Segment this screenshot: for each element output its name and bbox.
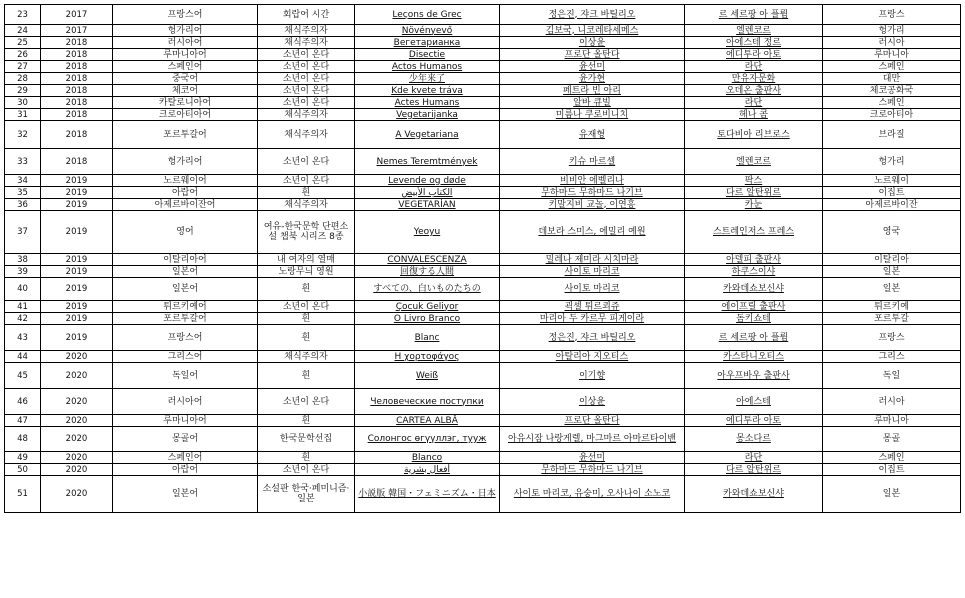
year-cell: 2018 (41, 149, 113, 175)
translator-cell: 키슈 마르셀 (500, 149, 685, 175)
translated-title-cell: Weiß (355, 363, 500, 389)
publisher-cell: 카와데쇼보신샤 (685, 476, 823, 513)
translated-title-cell: Η χορτοφάγος (355, 351, 500, 363)
translator-cell: 아유시잠 나랑게렐, 마그마르 아마르타이밴 (500, 427, 685, 452)
year-cell: 2020 (41, 476, 113, 513)
row-number-cell: 42 (5, 313, 41, 325)
country-cell: 러시아 (823, 389, 961, 415)
country-cell: 브라질 (823, 121, 961, 149)
translated-title-cell: Солонгос өгүүллэг, тууж (355, 427, 500, 452)
publisher-cell: 라단 (685, 452, 823, 464)
row-number-cell: 36 (5, 199, 41, 211)
original-title-cell: 소년이 온다 (258, 464, 355, 476)
translated-title-cell: Levende og døde (355, 175, 500, 187)
row-number-cell: 44 (5, 351, 41, 363)
original-title-cell: 소년이 온다 (258, 301, 355, 313)
language-cell: 헝가리어 (113, 25, 258, 37)
table-row (5, 73, 961, 85)
language-cell: 프랑스어 (113, 5, 258, 25)
publisher-cell: 에이프릴 출판사 (685, 301, 823, 313)
language-cell: 영어 (113, 211, 258, 254)
country-cell: 대만 (823, 73, 961, 85)
country-cell: 이집트 (823, 464, 961, 476)
original-title-cell: 채식주의자 (258, 121, 355, 149)
year-cell: 2018 (41, 49, 113, 61)
publisher-cell: 아에스테 (685, 389, 823, 415)
table-row (5, 199, 961, 211)
translator-cell: 마리아 두 카르무 피게이라 (500, 313, 685, 325)
year-cell: 2019 (41, 325, 113, 351)
table-row (5, 415, 961, 427)
row-number-cell: 48 (5, 427, 41, 452)
row-number-cell: 40 (5, 278, 41, 301)
original-title-cell: 소년이 온다 (258, 149, 355, 175)
publisher-cell: 아델피 출판사 (685, 254, 823, 266)
country-cell: 몽골 (823, 427, 961, 452)
row-number-cell: 31 (5, 109, 41, 121)
year-cell: 2020 (41, 363, 113, 389)
language-cell: 아랍어 (113, 464, 258, 476)
row-number-cell: 43 (5, 325, 41, 351)
translated-title-cell: Nemes Teremtmények (355, 149, 500, 175)
table-row (5, 301, 961, 313)
translated-title-cell: Leçons de Grec (355, 5, 500, 25)
publisher-cell: 몽소다르 (685, 427, 823, 452)
row-number-cell: 39 (5, 266, 41, 278)
year-cell: 2018 (41, 61, 113, 73)
year-cell: 2019 (41, 301, 113, 313)
table-row (5, 452, 961, 464)
translator-cell: 데보라 스미스, 에밀리 예원 (500, 211, 685, 254)
language-cell: 튀르키예어 (113, 301, 258, 313)
language-cell: 일본어 (113, 278, 258, 301)
original-title-cell: 흰 (258, 452, 355, 464)
row-number-cell: 47 (5, 415, 41, 427)
translator-cell: 알바 큐빌 (500, 97, 685, 109)
language-cell: 헝가리어 (113, 149, 258, 175)
publisher-cell: 아우프바우 출판사 (685, 363, 823, 389)
year-cell: 2020 (41, 427, 113, 452)
table-row (5, 278, 961, 301)
row-number-cell: 50 (5, 464, 41, 476)
translator-cell: 무하마드 무하마드 나기브 (500, 187, 685, 199)
table-row (5, 37, 961, 49)
year-cell: 2019 (41, 266, 113, 278)
translator-cell: 비비안 에벨리나 (500, 175, 685, 187)
country-cell: 크로아티아 (823, 109, 961, 121)
language-cell: 아랍어 (113, 187, 258, 199)
year-cell: 2019 (41, 313, 113, 325)
translated-title-cell: Vegetarijanka (355, 109, 500, 121)
translator-cell: 아탈리아 지오티스 (500, 351, 685, 363)
language-cell: 중국어 (113, 73, 258, 85)
original-title-cell: 소년이 온다 (258, 389, 355, 415)
country-cell: 포르투갈 (823, 313, 961, 325)
translated-title-cell: Blanco (355, 452, 500, 464)
row-number-cell: 38 (5, 254, 41, 266)
translator-cell: 키말지비 교놀, 이연흥 (500, 199, 685, 211)
table-row (5, 61, 961, 73)
country-cell: 아제르바이잔 (823, 199, 961, 211)
language-cell: 카탈로니아어 (113, 97, 258, 109)
translator-cell: 이상윤 (500, 389, 685, 415)
row-number-cell: 41 (5, 301, 41, 313)
year-cell: 2020 (41, 452, 113, 464)
country-cell: 스페인 (823, 452, 961, 464)
publisher-cell: 하쿠스이샤 (685, 266, 823, 278)
translator-cell: 정은진, 쟈크 바틸리오 (500, 5, 685, 25)
publisher-cell: 토다비아 리브로스 (685, 121, 823, 149)
year-cell: 2019 (41, 175, 113, 187)
translator-cell: 사이토 마리코 (500, 266, 685, 278)
original-title-cell: 소설판 한국·페미니즘·일본 (258, 476, 355, 513)
country-cell: 스페인 (823, 97, 961, 109)
language-cell: 일본어 (113, 266, 258, 278)
country-cell: 노르웨이 (823, 175, 961, 187)
language-cell: 노르웨이어 (113, 175, 258, 187)
row-number-cell: 24 (5, 25, 41, 37)
table-row (5, 254, 961, 266)
publisher-cell: 팍스 (685, 175, 823, 187)
translated-title-cell: すべての、白いものたちの (355, 278, 500, 301)
language-cell: 독일어 (113, 363, 258, 389)
original-title-cell: 한국문학선집 (258, 427, 355, 452)
year-cell: 2017 (41, 25, 113, 37)
table-row (5, 351, 961, 363)
country-cell: 이집트 (823, 187, 961, 199)
translator-cell: 프로단 올탄다 (500, 49, 685, 61)
year-cell: 2018 (41, 85, 113, 97)
original-title-cell: 여유-한국문학 단편소설 챕북 시리즈 8종 (258, 211, 355, 254)
row-number-cell: 46 (5, 389, 41, 415)
translated-title-cell: VEGETARİAN (355, 199, 500, 211)
translated-title-cell: Вегетарианка (355, 37, 500, 49)
translator-cell: 김보국, 니코레타세메스 (500, 25, 685, 37)
original-title-cell: 소년이 온다 (258, 85, 355, 97)
year-cell: 2018 (41, 73, 113, 85)
table-row (5, 313, 961, 325)
translated-title-cell: A Vegetariana (355, 121, 500, 149)
language-cell: 스페인어 (113, 452, 258, 464)
language-cell: 일본어 (113, 476, 258, 513)
language-cell: 프랑스어 (113, 325, 258, 351)
publisher-cell: 카스타니오티스 (685, 351, 823, 363)
translation-table (4, 4, 961, 513)
country-cell: 그리스 (823, 351, 961, 363)
publisher-cell: 스트레인저스 프레스 (685, 211, 823, 254)
row-number-cell: 33 (5, 149, 41, 175)
original-title-cell: 흰 (258, 278, 355, 301)
row-number-cell: 23 (5, 5, 41, 25)
year-cell: 2019 (41, 211, 113, 254)
country-cell: 일본 (823, 476, 961, 513)
publisher-cell: 라단 (685, 97, 823, 109)
year-cell: 2018 (41, 121, 113, 149)
country-cell: 일본 (823, 266, 961, 278)
publisher-cell: 엘렌코르 (685, 25, 823, 37)
country-cell: 루마니아 (823, 415, 961, 427)
translator-cell: 페트라 빈 아리 (500, 85, 685, 97)
original-title-cell: 흰 (258, 313, 355, 325)
row-number-cell: 27 (5, 61, 41, 73)
translated-title-cell: 小説版 韓国・フェミニズム・日本 (355, 476, 500, 513)
language-cell: 크로아티아어 (113, 109, 258, 121)
translator-cell: 윤선미 (500, 61, 685, 73)
language-cell: 스페인어 (113, 61, 258, 73)
original-title-cell: 흰 (258, 415, 355, 427)
original-title-cell: 흰 (258, 363, 355, 389)
table-row (5, 187, 961, 199)
row-number-cell: 51 (5, 476, 41, 513)
language-cell: 포르투갈어 (113, 121, 258, 149)
original-title-cell: 소년이 온다 (258, 97, 355, 109)
row-number-cell: 34 (5, 175, 41, 187)
year-cell: 2018 (41, 97, 113, 109)
table-row (5, 325, 961, 351)
year-cell: 2019 (41, 278, 113, 301)
translator-cell: 밀레나 제미라 시치마라 (500, 254, 685, 266)
publisher-cell: 르 세르팡 아 플륌 (685, 325, 823, 351)
country-cell: 프랑스 (823, 5, 961, 25)
original-title-cell: 채식주의자 (258, 37, 355, 49)
original-title-cell: 노랑무늬 영원 (258, 266, 355, 278)
original-title-cell: 채식주의자 (258, 351, 355, 363)
table-row (5, 149, 961, 175)
table-row (5, 476, 961, 513)
table-row (5, 175, 961, 187)
country-cell: 러시아 (823, 37, 961, 49)
translator-cell: 이기향 (500, 363, 685, 389)
table-row (5, 85, 961, 97)
country-cell: 프랑스 (823, 325, 961, 351)
translator-cell: 미름나 쿠로비니치 (500, 109, 685, 121)
table-row (5, 25, 961, 37)
translator-cell: 윤선미 (500, 452, 685, 464)
translator-cell: 정은진, 쟈크 바틸리오 (500, 325, 685, 351)
row-number-cell: 35 (5, 187, 41, 199)
original-title-cell: 내 여자의 열매 (258, 254, 355, 266)
translated-title-cell: Növényevő (355, 25, 500, 37)
translated-title-cell: Kde kvete tráva (355, 85, 500, 97)
country-cell: 일본 (823, 278, 961, 301)
table-row (5, 464, 961, 476)
language-cell: 이탈리아어 (113, 254, 258, 266)
table-row (5, 266, 961, 278)
year-cell: 2020 (41, 415, 113, 427)
row-number-cell: 30 (5, 97, 41, 109)
publisher-cell: 다르 알탄위르 (685, 464, 823, 476)
country-cell: 튀르키예 (823, 301, 961, 313)
translated-title-cell: O Livro Branco (355, 313, 500, 325)
table-row (5, 363, 961, 389)
row-number-cell: 29 (5, 85, 41, 97)
publisher-cell: 에디투라 아토 (685, 415, 823, 427)
language-cell: 아제르바이잔어 (113, 199, 258, 211)
publisher-cell: 만유자문화 (685, 73, 823, 85)
publisher-cell: 카와데쇼보신샤 (685, 278, 823, 301)
country-cell: 헝가리 (823, 149, 961, 175)
language-cell: 그리스어 (113, 351, 258, 363)
translated-title-cell: 回復する人間 (355, 266, 500, 278)
original-title-cell: 회랍어 시간 (258, 5, 355, 25)
table-row (5, 109, 961, 121)
language-cell: 포르투갈어 (113, 313, 258, 325)
publisher-cell: 아에스테 정르 (685, 37, 823, 49)
row-number-cell: 25 (5, 37, 41, 49)
row-number-cell: 28 (5, 73, 41, 85)
table-row (5, 5, 961, 25)
row-number-cell: 49 (5, 452, 41, 464)
translated-title-cell: Actes Humans (355, 97, 500, 109)
language-cell: 러시아어 (113, 37, 258, 49)
original-title-cell: 채식주의자 (258, 199, 355, 211)
translated-title-cell: Actos Humanos (355, 61, 500, 73)
table-row (5, 97, 961, 109)
translated-title-cell: Человеческие поступки (355, 389, 500, 415)
row-number-cell: 37 (5, 211, 41, 254)
row-number-cell: 26 (5, 49, 41, 61)
country-cell: 이탈리아 (823, 254, 961, 266)
translated-title-cell: Blanc (355, 325, 500, 351)
translated-title-cell: Yeoyu (355, 211, 500, 254)
translated-title-cell: أفعال بشرية (355, 464, 500, 476)
translator-cell: 사이토 마리코 (500, 278, 685, 301)
year-cell: 2019 (41, 254, 113, 266)
language-cell: 몽골어 (113, 427, 258, 452)
country-cell: 영국 (823, 211, 961, 254)
original-title-cell: 채식주의자 (258, 109, 355, 121)
row-number-cell: 45 (5, 363, 41, 389)
translated-title-cell: Çocuk Geliyor (355, 301, 500, 313)
year-cell: 2019 (41, 199, 113, 211)
year-cell: 2018 (41, 37, 113, 49)
translated-title-cell: Disectie (355, 49, 500, 61)
row-number-cell: 32 (5, 121, 41, 149)
original-title-cell: 흰 (258, 187, 355, 199)
original-title-cell: 소년이 온다 (258, 73, 355, 85)
original-title-cell: 채식주의자 (258, 25, 355, 37)
publisher-cell: 엘렌코르 (685, 149, 823, 175)
table-row (5, 427, 961, 452)
language-cell: 루마니아어 (113, 415, 258, 427)
publisher-cell: 헤나 콤 (685, 109, 823, 121)
translator-cell: 사이토 마리코, 유숭미, 오사나이 소노코 (500, 476, 685, 513)
original-title-cell: 소년이 온다 (258, 49, 355, 61)
translator-cell: 유재형 (500, 121, 685, 149)
language-cell: 체코어 (113, 85, 258, 97)
translated-title-cell: 少年来了 (355, 73, 500, 85)
translator-cell: 무하마드 무하마드 나기브 (500, 464, 685, 476)
translator-cell: 괵셀 튀르쾨쥬 (500, 301, 685, 313)
translated-title-cell: الكتاب الأبيض (355, 187, 500, 199)
publisher-cell: 르 세르팡 아 플륌 (685, 5, 823, 25)
publisher-cell: 오데온 출판사 (685, 85, 823, 97)
publisher-cell: 돔키쇼테 (685, 313, 823, 325)
translated-title-cell: CARTEA ALBĂ (355, 415, 500, 427)
publisher-cell: 다르 알탄위르 (685, 187, 823, 199)
year-cell: 2019 (41, 187, 113, 199)
year-cell: 2020 (41, 389, 113, 415)
publisher-cell: 에디투라 아토 (685, 49, 823, 61)
country-cell: 헝가리 (823, 25, 961, 37)
country-cell: 독일 (823, 363, 961, 389)
year-cell: 2020 (41, 464, 113, 476)
year-cell: 2020 (41, 351, 113, 363)
table-row (5, 211, 961, 254)
original-title-cell: 소년이 온다 (258, 61, 355, 73)
original-title-cell: 소년이 온다 (258, 175, 355, 187)
language-cell: 루마니아어 (113, 49, 258, 61)
translated-title-cell: CONVALESCENZA (355, 254, 500, 266)
table-row (5, 389, 961, 415)
country-cell: 스페인 (823, 61, 961, 73)
translator-cell: 프로단 올탄다 (500, 415, 685, 427)
translator-cell: 이상윤 (500, 37, 685, 49)
country-cell: 체코공화국 (823, 85, 961, 97)
table-row (5, 49, 961, 61)
publisher-cell: 카눈 (685, 199, 823, 211)
original-title-cell: 흰 (258, 325, 355, 351)
translator-cell: 윤가현 (500, 73, 685, 85)
language-cell: 러시아어 (113, 389, 258, 415)
year-cell: 2017 (41, 5, 113, 25)
publisher-cell: 라단 (685, 61, 823, 73)
country-cell: 루마니아 (823, 49, 961, 61)
year-cell: 2018 (41, 109, 113, 121)
table-row (5, 121, 961, 149)
